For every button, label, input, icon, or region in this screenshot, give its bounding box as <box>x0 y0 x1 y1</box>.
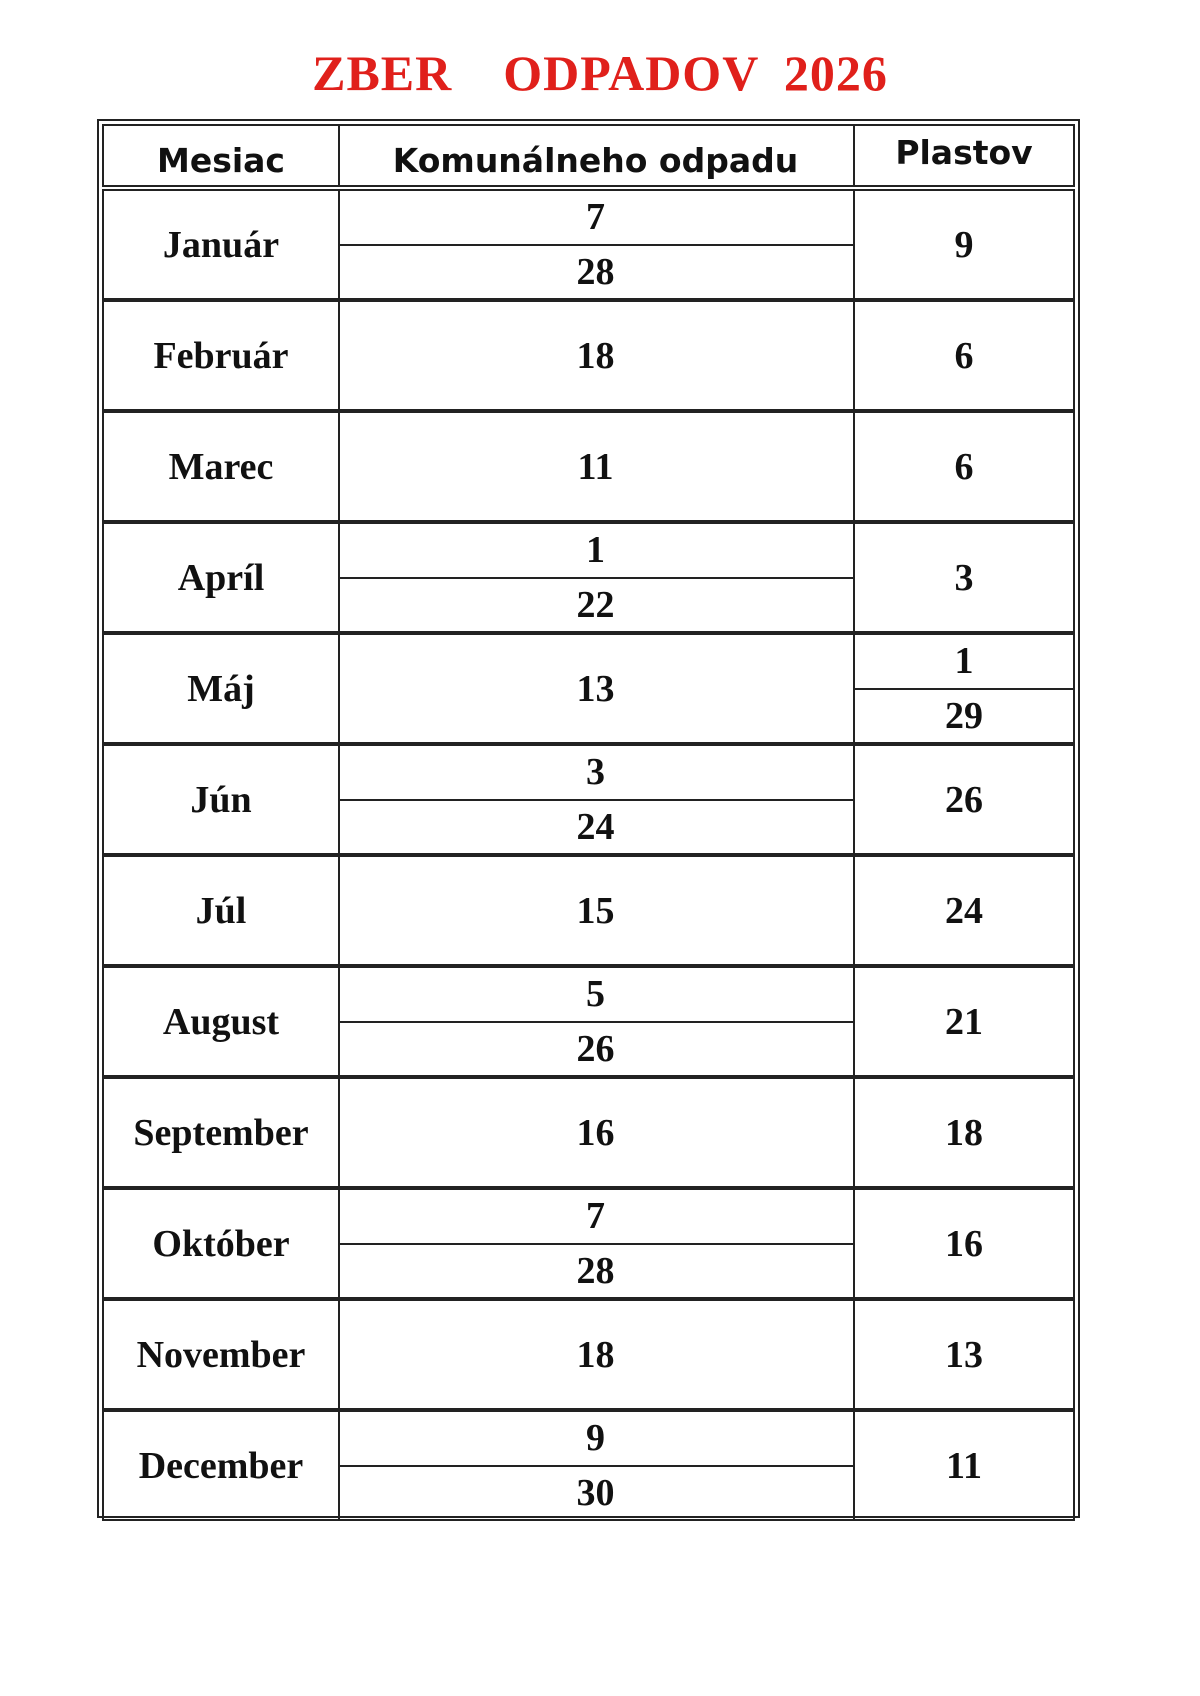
komunalny-cell <box>338 855 855 966</box>
table-row <box>102 1077 1075 1188</box>
plasty-cell-value: 24 <box>945 889 983 932</box>
komunalny-cell-date-1: 9 <box>338 1412 853 1467</box>
table-row <box>102 522 1075 633</box>
plasty-cell-value: 26 <box>945 778 983 821</box>
table-header-row <box>102 124 1075 187</box>
table-row <box>102 1188 1075 1299</box>
plasty-cell-value: 6 <box>954 334 974 377</box>
komunalny-cell <box>338 1410 855 1521</box>
month-cell: Február <box>102 300 340 411</box>
plasty-cell-date-2: 29 <box>945 694 983 737</box>
komunalny-cell <box>338 1299 855 1410</box>
plasty-cell-date-1: 1 <box>855 635 1073 690</box>
month-cell: September <box>102 1077 340 1188</box>
header-month: Mesiac <box>102 124 340 187</box>
komunalny-cell-date-1: 1 <box>338 524 853 579</box>
plasty-cell-value: 11 <box>946 1444 982 1487</box>
komunalny-cell-date-1: 7 <box>338 191 853 246</box>
month-cell: Marec <box>102 411 340 522</box>
plasty-cell-value: 13 <box>945 1333 983 1376</box>
schedule-table <box>102 124 1075 1513</box>
plasty-cell <box>853 633 1075 744</box>
komunalny-cell-value: 11 <box>577 445 614 488</box>
plasty-cell <box>853 1188 1075 1299</box>
month-cell: Apríl <box>102 522 340 633</box>
plasty-cell <box>853 1299 1075 1410</box>
table-row <box>102 189 1075 300</box>
komunalny-cell <box>338 522 855 633</box>
plasty-cell-value: 21 <box>945 1000 983 1043</box>
komunalny-cell <box>338 411 855 522</box>
plasty-cell <box>853 1410 1075 1521</box>
month-cell: Január <box>102 189 340 300</box>
komunalny-cell <box>338 633 855 744</box>
month-cell: Júl <box>102 855 340 966</box>
komunalny-cell-date-2: 28 <box>576 250 615 293</box>
komunalny-cell-date-1: 5 <box>338 968 853 1023</box>
table-row <box>102 966 1075 1077</box>
komunalny-cell-date-2: 24 <box>576 805 615 848</box>
month-cell: November <box>102 1299 340 1410</box>
komunalny-cell-date-2: 30 <box>576 1471 615 1514</box>
table-row <box>102 1410 1075 1521</box>
plasty-cell <box>853 744 1075 855</box>
komunalny-cell <box>338 1188 855 1299</box>
header-komunalny: Komunálneho odpadu <box>338 124 855 187</box>
plasty-cell <box>853 300 1075 411</box>
komunalny-cell <box>338 1077 855 1188</box>
komunalny-cell <box>338 189 855 300</box>
komunalny-cell-date-2: 22 <box>576 583 615 626</box>
month-cell: Jún <box>102 744 340 855</box>
table-row <box>102 411 1075 522</box>
month-cell: August <box>102 966 340 1077</box>
month-cell: Október <box>102 1188 340 1299</box>
plasty-cell <box>853 522 1075 633</box>
table-row <box>102 633 1075 744</box>
plasty-cell <box>853 1077 1075 1188</box>
komunalny-cell-value: 13 <box>576 667 615 710</box>
table-row <box>102 1299 1075 1410</box>
page-title: ZBER ODPADOV 2026 <box>312 45 888 101</box>
komunalny-cell-value: 15 <box>576 889 615 932</box>
komunalny-cell-value: 18 <box>576 334 615 377</box>
plasty-cell-value: 6 <box>954 445 974 488</box>
table-row <box>102 300 1075 411</box>
komunalny-cell-date-1: 3 <box>338 746 853 801</box>
plasty-cell <box>853 966 1075 1077</box>
table-row <box>102 744 1075 855</box>
komunalny-cell-value: 18 <box>576 1333 615 1376</box>
komunalny-cell-value: 16 <box>576 1111 615 1154</box>
komunalny-cell <box>338 300 855 411</box>
plasty-cell-value: 3 <box>954 556 974 599</box>
plasty-cell <box>853 411 1075 522</box>
plasty-cell <box>853 855 1075 966</box>
table-row <box>102 855 1075 966</box>
komunalny-cell-date-2: 28 <box>576 1249 615 1292</box>
plasty-cell-value: 18 <box>945 1111 983 1154</box>
plasty-cell-value: 9 <box>954 223 974 266</box>
month-cell: Máj <box>102 633 340 744</box>
komunalny-cell <box>338 966 855 1077</box>
plasty-cell <box>853 189 1075 300</box>
plasty-cell-value: 16 <box>945 1222 983 1265</box>
header-plasty: Plastov <box>853 124 1075 187</box>
month-cell: December <box>102 1410 340 1521</box>
komunalny-cell <box>338 744 855 855</box>
komunalny-cell-date-2: 26 <box>576 1027 615 1070</box>
komunalny-cell-date-1: 7 <box>338 1190 853 1245</box>
